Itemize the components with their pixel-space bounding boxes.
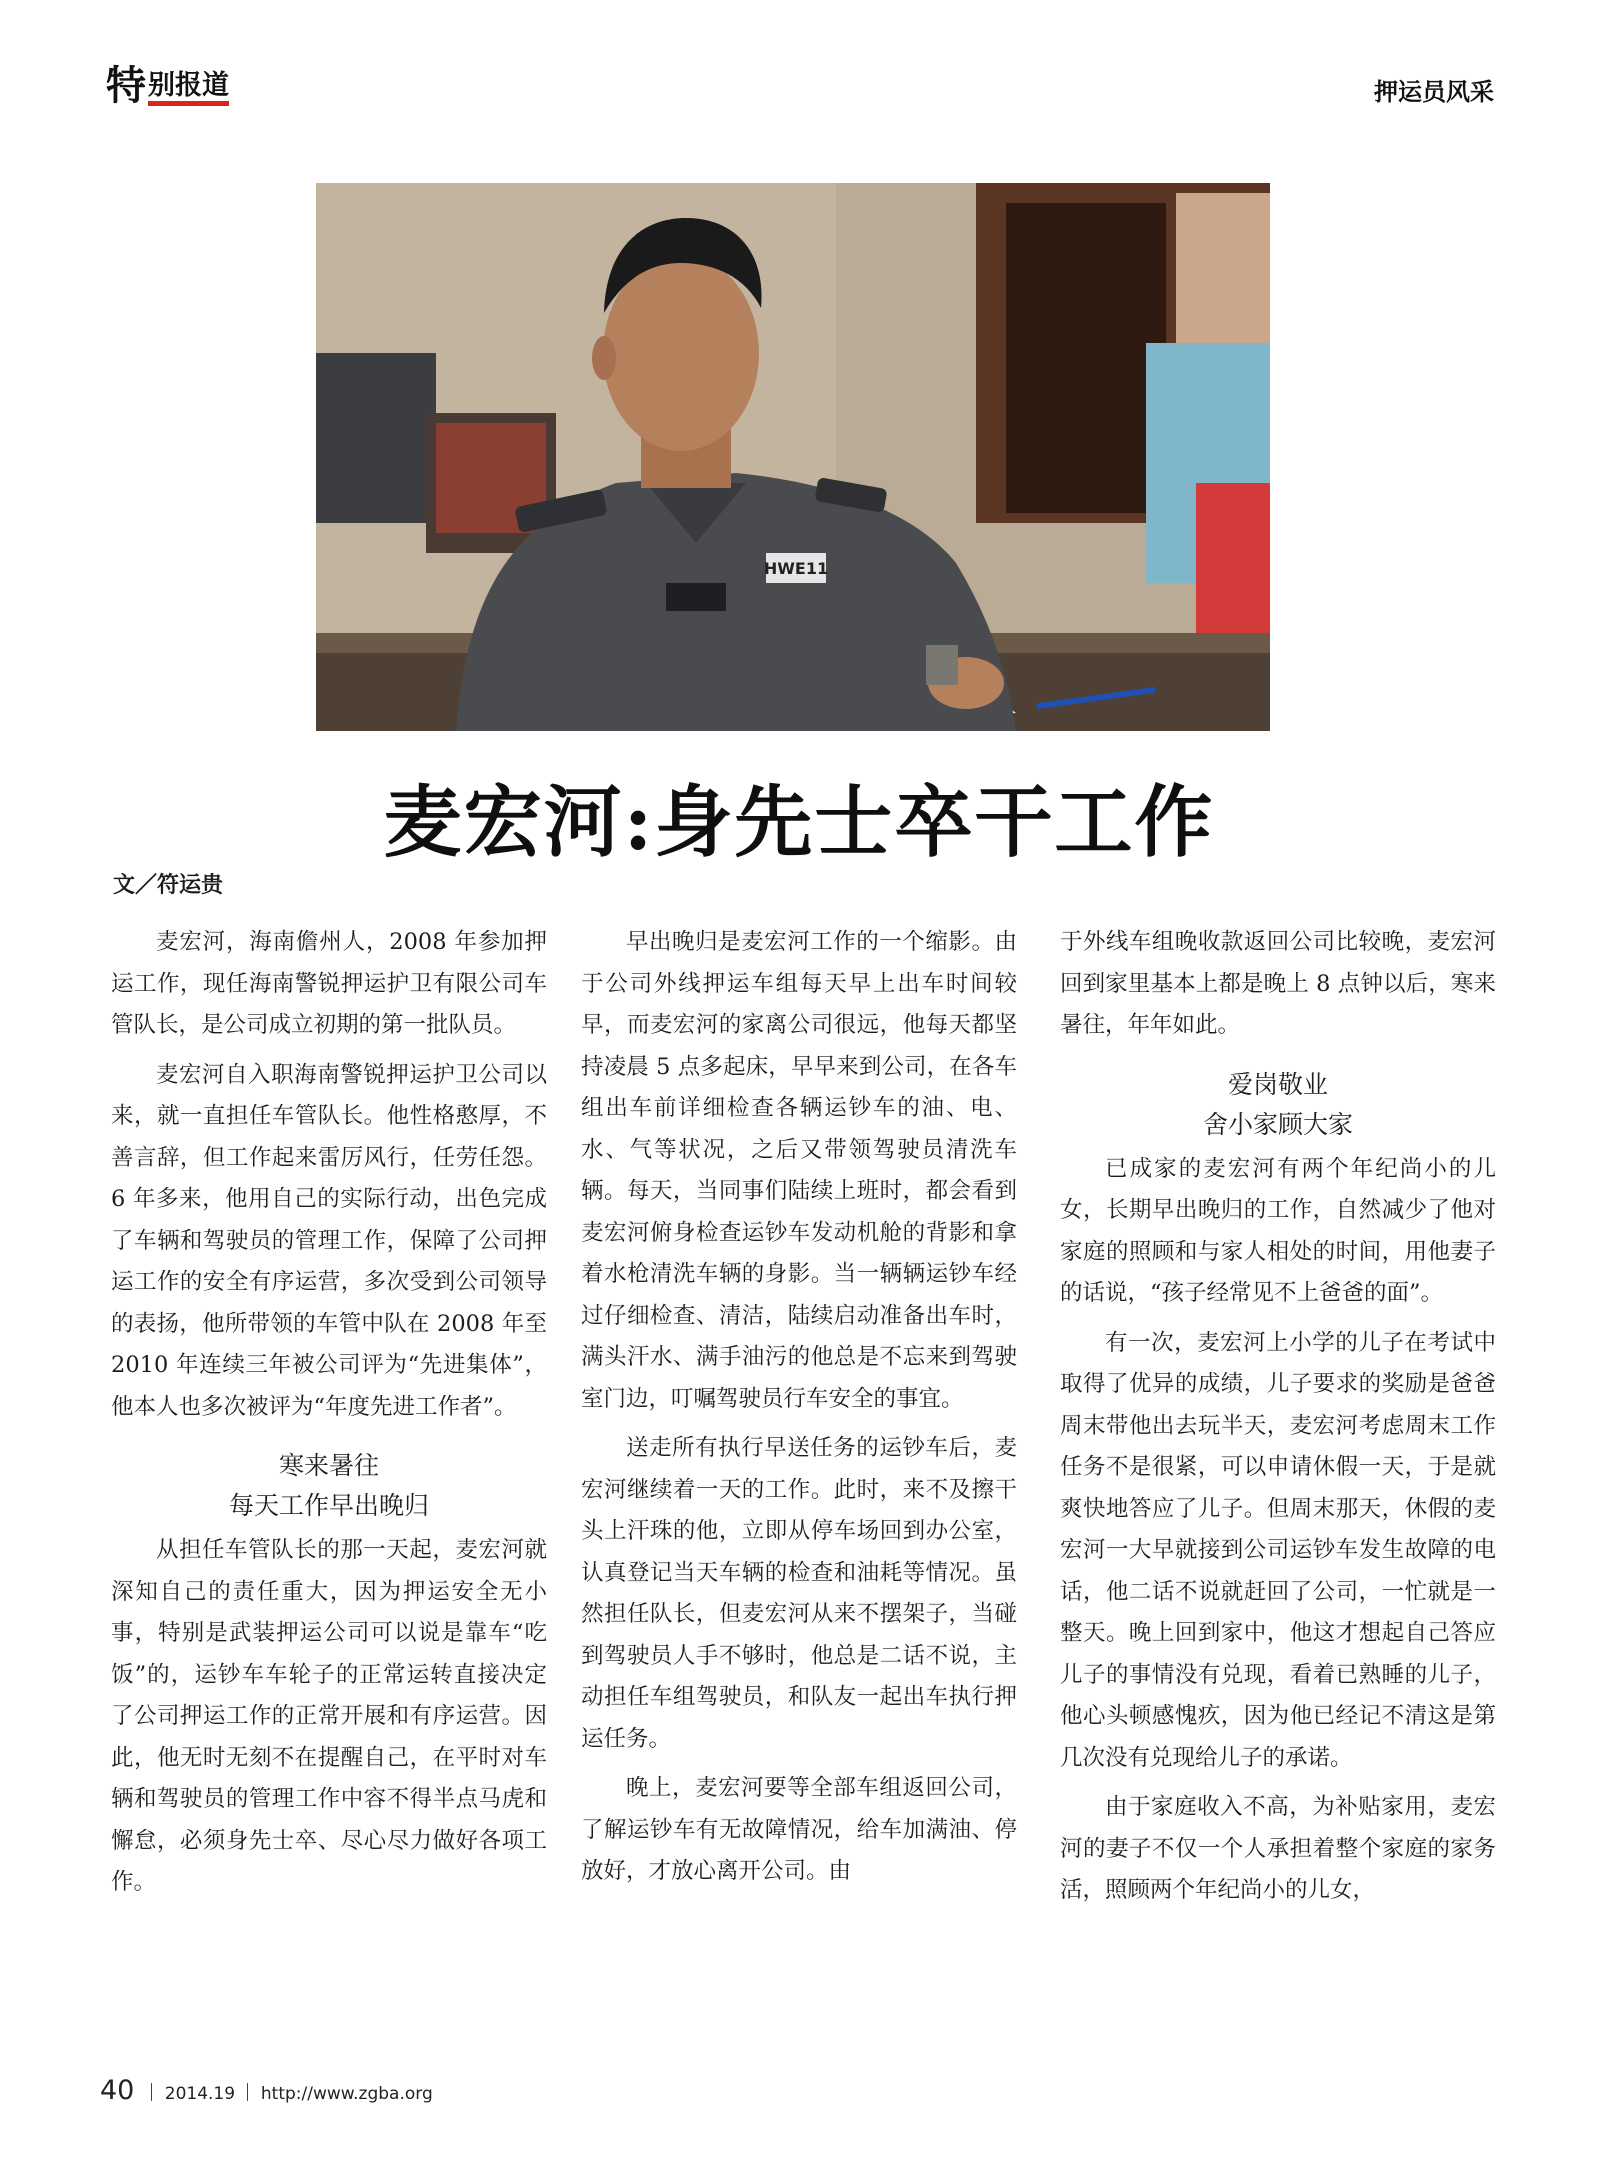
paragraph: 早出晚归是麦宏河工作的一个缩影。由于公司外线押运车组每天早上出车时间较早，而麦宏河的家离公司很远，他每天都坚持凌晨 5 点多起床，早早来到公司，在各车组出车前详细检查各辆运钞车的油、电、水、气等状况，之后又带领驾驶员清洗车辆。每天，当同事们陆续上班时，都会看到麦宏河俯身检查运钞车发动机舱的背影和拿着水枪清洗车辆的身影。当一辆辆运钞车经过仔细检查、清洁，陆续启动准备出车时，满头汗水、满手油污的他总是不忘来到驾驶室门边，叮嘱驾驶员行车安全的事宜。 — [581, 929, 1017, 1412]
paragraph: 送走所有执行早送任务的运钞车后，麦宏河继续着一天的工作。此时，来不及擦干头上汗珠的他，立即从停车场回到办公室，认真登记当天车辆的检查和油耗等情况。虽然担任队长，但麦宏河从来不摆架子，当碰到驾驶员人手不够时，他总是二话不说，主动担任车组驾驶员，和队友一起出车执行押运任务。 — [581, 1435, 1017, 1752]
section-label-big: 特 — [106, 63, 146, 109]
footer-divider — [151, 2083, 152, 2101]
page-number: 40 — [100, 2075, 135, 2106]
paragraph: 于外线车组晚收款返回公司比较晚，麦宏河回到家里基本上都是晚上 8 点钟以后，寒来暑往，年年如此。 — [1060, 929, 1496, 1038]
article-headline: 麦宏河:身先士卒干工作 — [383, 777, 1215, 868]
paragraph: 从担任车管队长的那一天起，麦宏河就深知自己的责任重大，因为押运安全无小事，特别是武装押运公司可以说是靠车“吃饭”的，运钞车车轮子的正常运转直接决定了公司押运工作的正常开展和有序运营。因此，他无时无刻不在提醒自己，在平时对车辆和驾驶员的管理工作中容不得半点马虎和懈怠，必须身先士卒、尽心尽力做好各项工作。 — [111, 1537, 547, 1895]
paragraph: 由于家庭收入不高，为补贴家用，麦宏河的妻子不仅一个人承担着整个家庭的家务活，照顾两个年纪尚小的儿女， — [1060, 1794, 1496, 1903]
feature-photo — [316, 183, 1270, 731]
paragraph: 麦宏河自入职海南警锐押运护卫公司以来，就一直担任车管队长。他性格憨厚，不善言辞，但工作起来雷厉风行，任劳任怨。6 年多来，他用自己的实际行动，出色完成了车辆和驾驶员的管理工作，保障了公司押运工作的安全有序运营，多次受到公司领导的表扬，他所带领的车管中队在 2008 年至 2010 年连续三年被公司评为“先进集体”，他本人也多次被评为“年度先进工作者”。 — [111, 1061, 547, 1420]
article-byline: 文／符运贵 — [113, 873, 224, 898]
column-name: 押运员风采 — [1374, 78, 1494, 106]
subheading-line-1: 寒来暑往 — [278, 1451, 379, 1480]
badge-plate: HWE11 — [763, 559, 829, 578]
section-label — [106, 63, 229, 109]
article-column-1 — [111, 922, 547, 1912]
subheading — [1060, 1065, 1496, 1145]
subheading — [111, 1446, 547, 1526]
paragraph: 晚上，麦宏河要等全部车组返回公司，了解运钞车有无故障情况，给车加满油、停放好，才放心离开公司。由 — [581, 1775, 1017, 1884]
paragraph: 有一次，麦宏河上小学的儿子在考试中取得了优异的成绩，儿子要求的奖励是爸爸周末带他出去玩半天，麦宏河考虑周末工作任务不是很紧，可以申请休假一天，于是就爽快地答应了儿子。但周末那天，休假的麦宏河一大早就接到公司运钞车发生故障的电话，他二话不说就赶回了公司，一忙就是一整天。晚上回到家中，他这才想起自己答应儿子的事情没有兑现，看着已熟睡的儿子，他心头顿感愧疚，因为他已经记不清这是第几次没有兑现给儿子的承诺。 — [1060, 1329, 1496, 1771]
article-column-3 — [1060, 922, 1496, 1920]
paragraph: 已成家的麦宏河有两个年纪尚小的儿女，长期早出晚归的工作，自然减少了他对家庭的照顾和与家人相处的时间，用他妻子的话说，“孩子经常见不上爸爸的面”。 — [1060, 1155, 1496, 1306]
subheading-line-2: 舍小家顾大家 — [1202, 1109, 1353, 1139]
footer-divider — [247, 2083, 248, 2101]
feature-photo-illustration — [316, 183, 1270, 731]
paragraph: 麦宏河，海南儋州人，2008 年参加押运工作，现任海南警锐押运护卫有限公司车管队长，是公司成立初期的第一批队员。 — [111, 929, 547, 1038]
section-label-small: 别报道 — [148, 72, 229, 106]
article-column-2 — [581, 922, 1017, 1901]
issue-number: 2014.19 — [164, 2084, 236, 2104]
page-footer — [100, 2075, 433, 2106]
subheading-line-1: 爱岗敬业 — [1227, 1069, 1328, 1099]
website-link[interactable]: http://www.zgba.org — [260, 2084, 433, 2104]
subheading-line-2: 每天工作早出晚归 — [228, 1491, 429, 1520]
